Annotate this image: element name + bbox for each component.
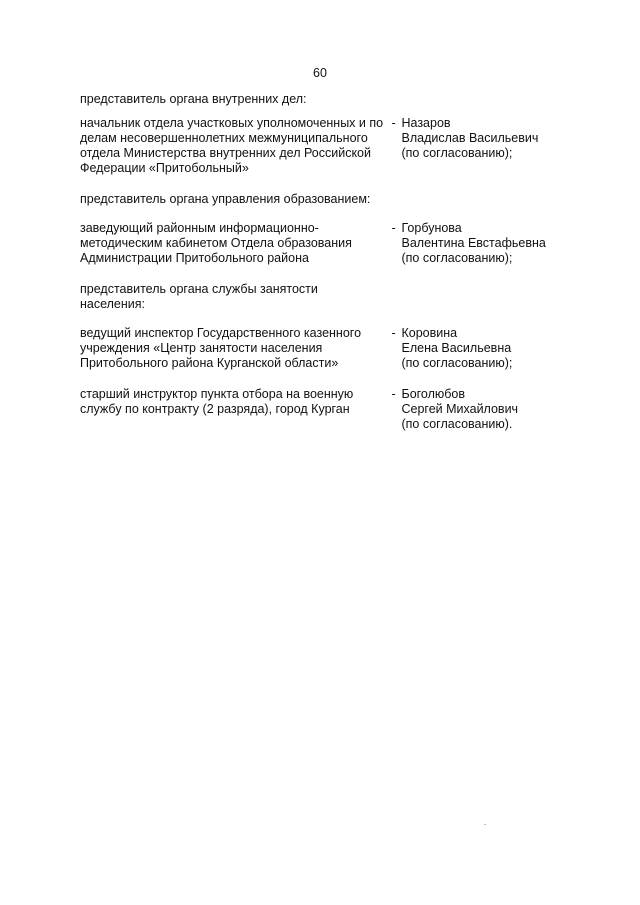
scan-speck — [484, 824, 486, 825]
member-entry — [80, 221, 570, 266]
member-person — [391, 221, 570, 266]
member-position: заведующий районным информационно-методическим кабинетом Отдела образования Администрации Притобольного района — [80, 221, 352, 265]
member-approval-note: (по согласованию); — [401, 146, 513, 160]
section-heading-employment-service: представитель органа службы занятости населения: — [80, 282, 318, 311]
member-entry — [80, 387, 570, 432]
document-body — [80, 92, 570, 432]
member-position: начальник отдела участковых уполномоченных и по делам несовершеннолетних межмуниципального отдела Министерства внутренних дел Российской Федерации «Притобольный» — [80, 116, 384, 175]
member-person — [391, 116, 570, 176]
member-entry — [80, 326, 570, 371]
section-heading-internal-affairs: представитель органа внутренних дел: — [80, 92, 307, 106]
member-person — [391, 326, 570, 371]
section-heading-education: представитель органа управления образованием: — [80, 192, 371, 206]
member-position: старший инструктор пункта отбора на военную службу по контракту (2 разряда), город Курган — [80, 387, 354, 416]
member-surname: Назаров — [401, 116, 451, 130]
member-surname: Коровина — [401, 326, 458, 340]
member-person — [391, 387, 570, 432]
member-surname: Боголюбов — [401, 387, 466, 401]
member-given-names: Сергей Михайлович — [401, 402, 519, 416]
member-entry — [80, 116, 570, 176]
dash-separator: - — [391, 221, 396, 235]
member-given-names: Владислав Васильевич — [401, 131, 539, 145]
member-surname: Горбунова — [401, 221, 462, 235]
member-approval-note: (по согласованию); — [401, 251, 513, 265]
member-approval-note: (по согласованию). — [401, 417, 513, 431]
dash-separator: - — [391, 326, 396, 340]
page-number: 60 — [313, 66, 327, 80]
member-position: ведущий инспектор Государственного казенного учреждения «Центр занятости населения Притобольного района Курганской области» — [80, 326, 362, 370]
dash-separator: - — [391, 387, 396, 401]
member-approval-note: (по согласованию); — [401, 356, 513, 370]
member-given-names: Елена Васильевна — [401, 341, 512, 355]
dash-separator: - — [391, 116, 396, 130]
member-given-names: Валентина Евстафьевна — [401, 236, 546, 250]
